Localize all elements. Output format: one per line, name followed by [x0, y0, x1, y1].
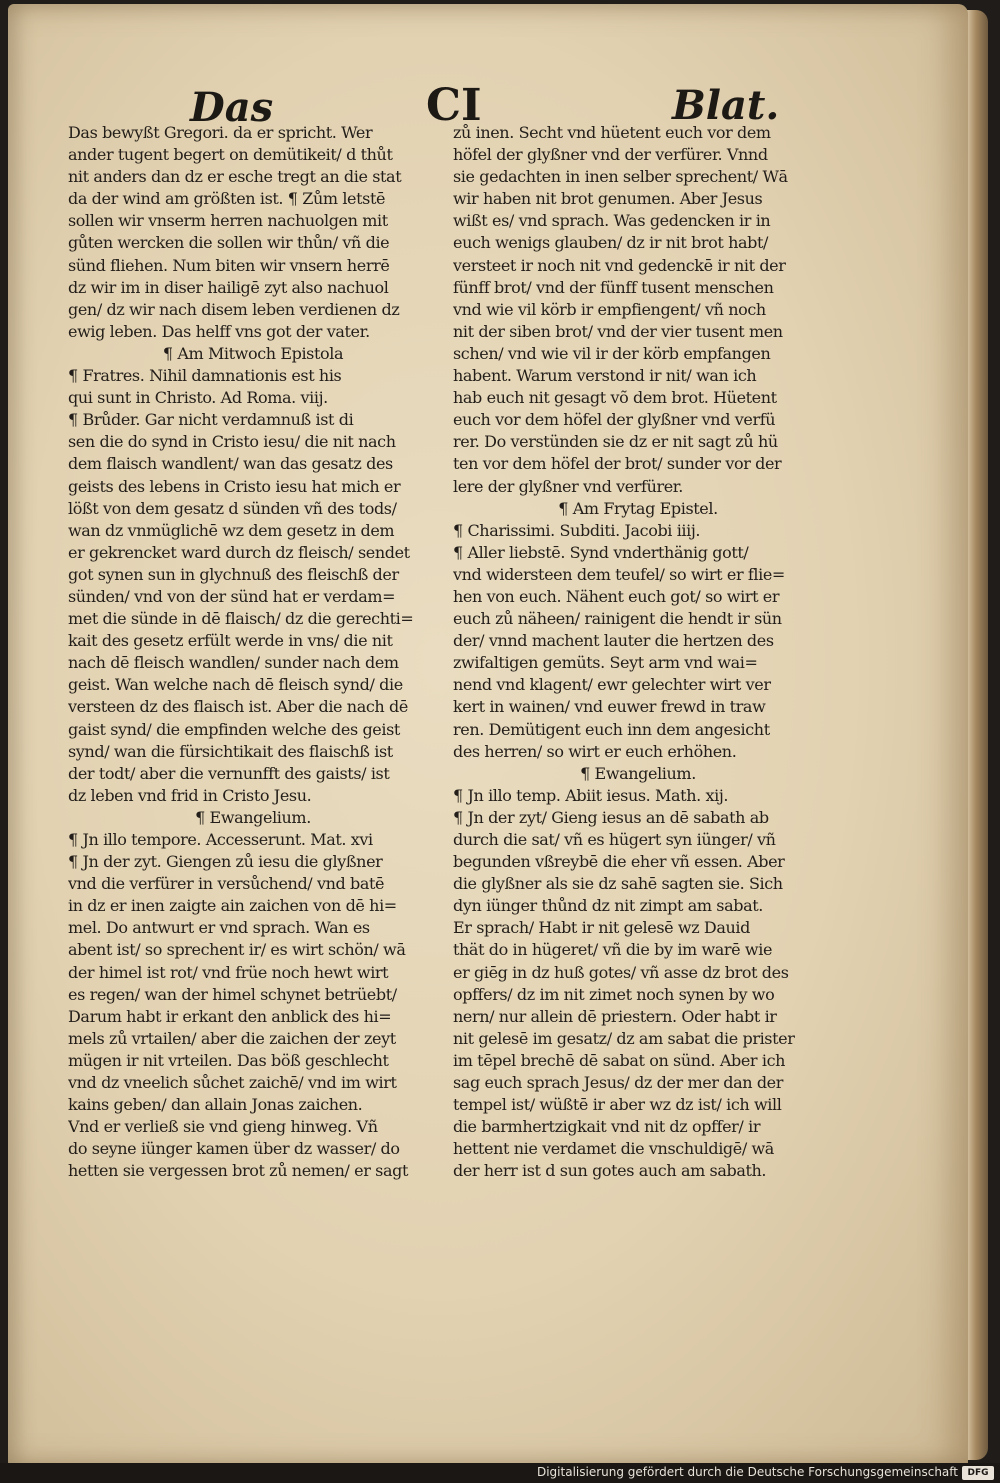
text-line: ¶ Am Mitwoch Epistola — [162, 343, 344, 363]
text-line: opffers/ dz im nit zimet noch synen by wo — [453, 984, 775, 1004]
folio-number: CI — [426, 80, 482, 131]
text-line: ewig leben. Das helff vns got der vater. — [68, 321, 370, 341]
text-line: abent ist/ so sprechent ir/ es wirt schön/ wā — [68, 940, 406, 960]
text-line: kait des gesetz erfült werde in vns/ die nit — [68, 631, 393, 651]
text-line: ¶ Charissimi. Subditi. Jacobi iiij. — [453, 520, 701, 540]
running-head-left: Das — [190, 84, 274, 131]
footer-credit: Digitalisierung gefördert durch die Deutsche Forschungsgemeinschaft — [536, 1465, 958, 1479]
text-line: der todt/ aber die vernunfft des gaists/ ist — [68, 763, 390, 783]
text-line: dem flaisch wandlent/ wan das gesatz des — [68, 454, 393, 474]
text-line: hab euch nit gesagt võ dem brot. Hüetent — [453, 388, 777, 408]
text-line: qui sunt in Christo. Ad Roma. viij. — [68, 388, 328, 408]
text-line: wir haben nit brot genumen. Aber Jesus — [453, 189, 763, 209]
text-line: tempel ist/ wüßtē ir aber wz dz ist/ ich will — [453, 1095, 782, 1115]
text-line: gaist synd/ die empfinden welche des geist — [68, 719, 400, 739]
text-line: sünd fliehen. Num biten wir vnsern herrē — [68, 255, 390, 275]
text-line: die barmhertzigkait vnd nit dz opffer/ ir — [453, 1117, 761, 1137]
text-line: met die sünde in dē flaisch/ dz die gerechti= — [68, 609, 414, 629]
text-line: Vnd er verließ sie vnd gieng hinweg. Vñ — [68, 1117, 378, 1137]
text-line: lößt von dem gesatz d sünden vñ des tods/ — [68, 498, 397, 518]
text-line: er giēg in dz huß gotes/ vñ asse dz brot des — [453, 962, 789, 982]
text-line: ¶ Jn der zyt/ Gieng iesus an dē sabath ab — [453, 807, 769, 827]
text-line: euch vor dem höfel der glyßner vnd verfü — [453, 410, 776, 430]
text-line: begunden vßreybē die eher vñ essen. Aber — [453, 852, 785, 872]
text-line: mügen ir nit vrteilen. Das böß geschlecht — [68, 1050, 389, 1070]
text-line: vnd widersteen dem teufel/ so wirt er flie= — [453, 564, 785, 584]
text-line: euch zů näheen/ rainigent die hendt ir sün — [453, 609, 782, 629]
text-line: da der wind am größten ist. ¶ Zům letstē — [68, 189, 386, 209]
text-line: got synen sun in glychnuß des fleischß der — [68, 564, 399, 584]
text-line: geist. Wan welche nach dē fleisch synd/ die — [68, 675, 403, 695]
text-line: sag euch sprach Jesus/ dz der mer dan der — [453, 1073, 783, 1093]
text-line: der herr ist d sun gotes auch am sabath. — [453, 1161, 767, 1181]
text-line: vnd dz vneelich sůchet zaichē/ vnd im wirt — [68, 1073, 397, 1093]
text-line: Das bewyßt Gregori. da er spricht. Wer — [68, 123, 373, 142]
text-line: ¶ Ewangelium. — [195, 807, 311, 827]
dfg-logo: DFG — [962, 1466, 994, 1480]
text-line: lere der glyßner vnd verfürer. — [453, 476, 683, 496]
text-line: sie gedachten in inen selber sprechent/ Wā — [453, 167, 788, 187]
text-line: dz wir im in diser hailigē zyt also nachuol — [68, 277, 389, 297]
footer-bar — [0, 1463, 1000, 1483]
text-line: fünff brot/ vnd der fünff tusent menschen — [453, 277, 774, 297]
text-line: in dz er inen zaigte ain zaichen von dē hi= — [68, 896, 397, 916]
text-line: gen/ dz wir nach disem leben verdienen dz — [68, 299, 400, 319]
text-line: ¶ Am Frytag Epistel. — [558, 498, 718, 518]
text-line: Er sprach/ Habt ir nit gelesē wz Dauid — [453, 918, 750, 938]
text-line: ten vor dem höfel der brot/ sunder vor der — [453, 454, 782, 474]
text-line: ¶ Jn der zyt. Giengen zů iesu die glyßner — [68, 852, 383, 872]
text-line: ¶ Ewangelium. — [580, 763, 696, 783]
running-head-right: Blat. — [672, 82, 780, 129]
text-line: im tēpel brechē dē sabat on sünd. Aber ich — [453, 1050, 786, 1070]
text-line: ¶ Jn illo tempore. Accesserunt. Mat. xvi — [68, 830, 373, 849]
text-line: dyn iünger thůnd dz nit zimpt am sabat. — [453, 896, 763, 916]
text-line: ¶ Jn illo temp. Abiit iesus. Math. xij. — [453, 785, 729, 805]
text-line: kains geben/ dan allain Jonas zaichen. — [68, 1095, 363, 1115]
text-line: Darum habt ir erkant den anblick des hi= — [68, 1006, 392, 1026]
text-line: er gekrencket ward durch dz fleisch/ sendet — [68, 542, 410, 562]
text-line: zů inen. Secht vnd hüetent euch vor dem — [453, 123, 771, 142]
text-line: geists des lebens in Cristo iesu hat mich er — [68, 476, 401, 496]
text-line: wan dz vnmüglichē wz dem gesetz in dem — [68, 520, 395, 540]
text-line: dz leben vnd frid in Cristo Jesu. — [68, 785, 312, 805]
text-line: es regen/ wan der himel schynet betrüebt/ — [68, 984, 397, 1004]
text-line: schen/ vnd wie vil ir der körb empfangen — [453, 343, 771, 363]
text-line: gůten wercken die sollen wir thůn/ vñ die — [68, 233, 390, 253]
text-line: nit anders dan dz er esche tregt an die stat — [68, 167, 402, 187]
left-text-column — [68, 122, 438, 1183]
book-page — [8, 4, 968, 1466]
text-line: ren. Demütigent euch inn dem angesicht — [453, 719, 770, 739]
text-line: sünden/ vnd von der sünd hat er verdam= — [68, 586, 396, 606]
text-line: euch wenigs glauben/ dz ir nit brot habt/ — [453, 233, 769, 253]
text-line: nach dē fleisch wandlen/ sunder nach dem — [68, 653, 399, 673]
text-line: höfel der glyßner vnd der verfürer. Vnnd — [453, 145, 768, 165]
text-line: hen von euch. Nähent euch got/ so wirt er — [453, 586, 780, 606]
right-text-column — [453, 122, 823, 1183]
text-line: der himel ist rot/ vnd früe noch hewt wirt — [68, 962, 389, 982]
text-line: rer. Do verstünden sie dz er nit sagt zů hü — [453, 432, 778, 452]
text-line: kert in wainen/ vnd euwer frewd in traw — [453, 697, 766, 717]
text-line: hetten sie vergessen brot zů nemen/ er sagt — [68, 1161, 409, 1181]
text-line: die glyßner als sie dz sahē sagten sie. Sich — [453, 874, 783, 894]
text-line: nit gelesē im gesatz/ dz am sabat die prister — [453, 1028, 795, 1048]
text-line: synd/ wan die fürsichtikait des flaischß ist — [68, 741, 393, 761]
text-line: des herren/ so wirt er euch erhöhen. — [453, 741, 737, 761]
text-line: thät do in hügeret/ vñ die by im warē wie — [453, 940, 773, 960]
text-line: wißt es/ vnd sprach. Was gedencken ir in — [453, 211, 771, 231]
text-line: versteet ir noch nit vnd gedenckē ir nit der — [453, 255, 786, 275]
text-line: do seyne iünger kamen über dz wasser/ do — [68, 1139, 400, 1159]
text-line: sollen wir vnserm herren nachuolgen mit — [68, 211, 388, 231]
text-line: der/ vnnd machent lauter die hertzen des — [453, 631, 774, 651]
text-line: zwifaltigen gemüts. Seyt arm vnd wai= — [453, 653, 758, 673]
text-line: vnd wie vil körb ir empfiengent/ vñ noch — [453, 299, 766, 319]
text-line: ¶ Fratres. Nihil damnationis est his — [68, 366, 342, 386]
text-line: durch die sat/ vñ es hügert syn iünger/ vñ — [453, 830, 776, 849]
text-line: nend vnd klagent/ ewr gelechter wirt ver — [453, 675, 771, 695]
text-line: hettent nie verdamet die vnschuldigē/ wā — [453, 1139, 774, 1159]
text-line: sen die do synd in Cristo iesu/ die nit nach — [68, 432, 396, 452]
text-line: ander tugent begert on demütikeit/ d thůt — [68, 145, 393, 165]
text-line: mel. Do antwurt er vnd sprach. Wan es — [68, 918, 370, 938]
text-line: nit der siben brot/ vnd der vier tusent men — [453, 321, 783, 341]
text-line: versteen dz des flaisch ist. Aber die nach dē — [68, 697, 408, 717]
text-line: nern/ nur allein dē priestern. Oder habt ir — [453, 1006, 777, 1026]
text-line: mels zů vrtailen/ aber die zaichen der zeyt — [68, 1028, 396, 1048]
text-line: vnd die verfürer in versůchend/ vnd batē — [68, 874, 385, 894]
text-line: ¶ Aller liebstē. Synd vnderthänig gott/ — [453, 542, 749, 562]
text-line: ¶ Brůder. Gar nicht verdamnuß ist di — [68, 410, 354, 430]
text-line: habent. Warum verstond ir nit/ wan ich — [453, 366, 757, 386]
